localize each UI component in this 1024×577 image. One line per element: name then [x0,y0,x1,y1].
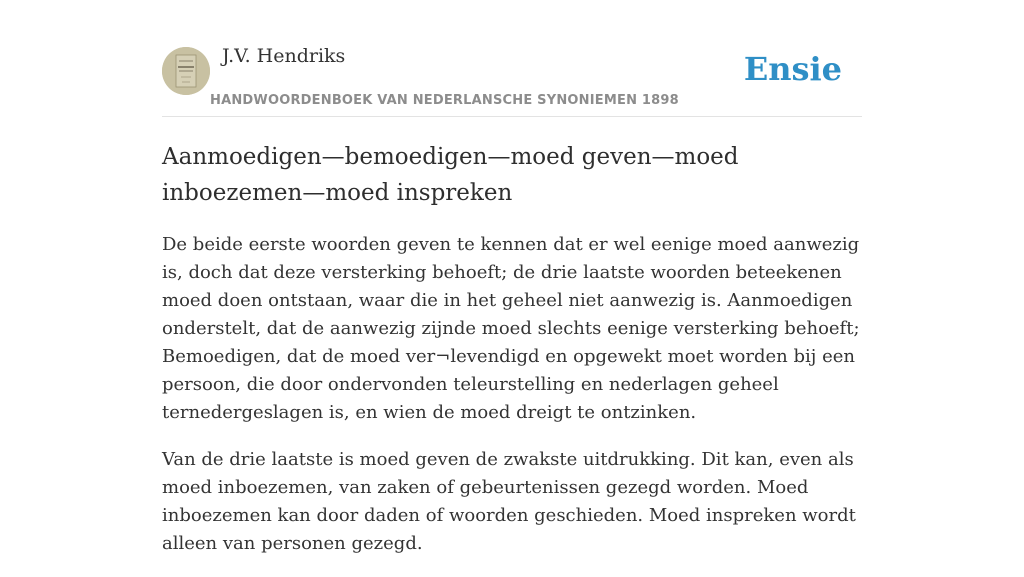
article-body [162,231,862,558]
brand-logo[interactable]: Ensie [743,50,842,88]
article-title: Aanmoedigen—bemoedigen—moed geven—moed inboezemen—moed inspreken [162,144,739,206]
source-title[interactable]: HANDWOORDENBOEK VAN NEDERLANSCHE SYNONIEMEN 1898 [210,93,679,108]
author-name[interactable]: J.V. Hendriks [222,45,346,67]
page [162,0,862,577]
header [162,0,862,117]
book-cover-icon[interactable] [162,47,210,95]
paragraph: Van de drie laatste is moed geven de zwakste uitdrukking. Dit kan, even als moed inboezemen, van zaken of gebeurtenissen gezegd worden. Moed inboezemen kan door daden of woorden geschieden. Moed inspreken wordt alleen van personen gezegd. [162,449,856,554]
paragraph: De beide eerste woorden geven te kennen dat er wel eenige moed aanwezig is, doch dat deze versterking behoeft; de drie laatste woorden beteekenen moed doen ontstaan, waar die in het geheel niet aanwezig is. Aanmoedigen onderstelt, dat de aanwezig zijnde moed slechts eenige versterking behoeft; Bemoedigen, dat de moed ver¬levendigd en opgewekt moet worden bij een persoon, die door ondervonden teleurstelling en nederlagen geheel ternedergeslagen is, en wien de moed dreigt te ontzinken. [162,234,860,423]
